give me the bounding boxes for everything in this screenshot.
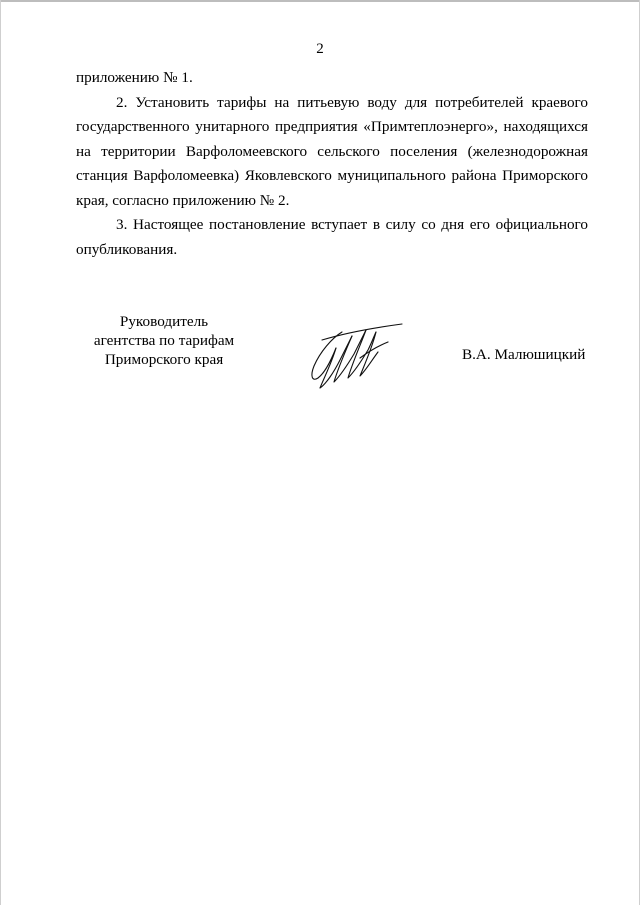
signatory-title [74, 312, 254, 369]
paragraph-continuation: приложению № 1. [76, 69, 193, 86]
scan-top-edge [0, 0, 640, 2]
paragraph-item-3: 3. Настоящее постановление вступает в силу со дня его официального опубликования. [76, 216, 588, 258]
signatory-title-line: Приморского края [104, 351, 224, 368]
page-number: 2 [316, 41, 324, 57]
document-body [76, 66, 588, 262]
signatory-title-line: Руководитель [119, 313, 209, 330]
signatory-name: В.А. Малюшицкий [462, 346, 586, 363]
handwritten-signature [302, 318, 412, 398]
paragraph-item-2: 2. Установить тарифы на питьевую воду для потребителей краевого государственного унитарного предприятия «Примтеплоэнерго», находящихся на территории Варфоломеевского сельского поселения (железнодорожная станция Варфоломеевка) Яковлевского муниципального района Приморского края, согласно приложению № 2. [76, 93, 588, 209]
scan-left-edge [0, 0, 1, 905]
signatory-title-line: агентства по тарифам [93, 332, 235, 349]
